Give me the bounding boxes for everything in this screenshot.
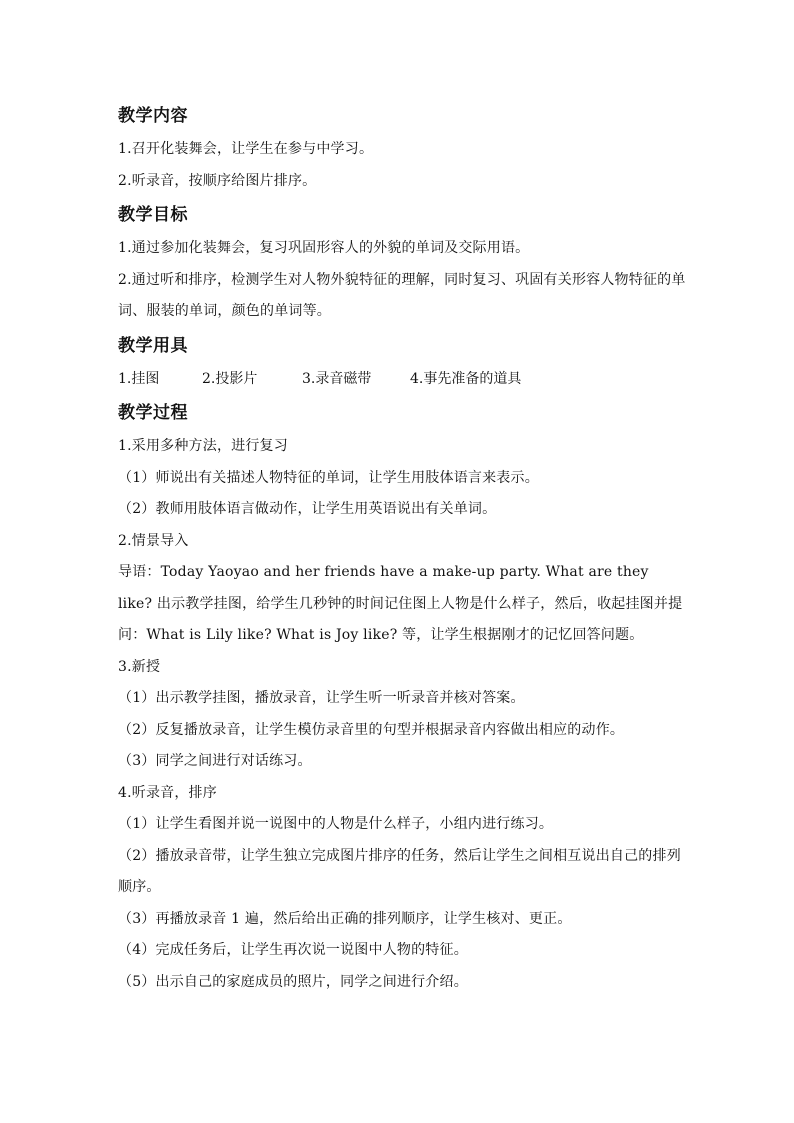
section-teaching-content bbox=[118, 104, 686, 197]
process-step-4-item-1: （1）让学生看图并说一说图中的人物是什么样子，小组内进行练习。 bbox=[118, 816, 554, 832]
tool-item-1: 1.挂图 bbox=[118, 370, 160, 387]
section-teaching-goals bbox=[118, 203, 686, 328]
section-title: 教学目标 bbox=[118, 205, 188, 225]
document-page bbox=[118, 104, 686, 998]
process-step-2-text: 导语：Today Yaoyao and her friends have a make-up party. What are they like? 出示教学挂图，给学生几秒钟的时间记住图上人物是什么样子，然后，收起挂图并提问：What is Lily like? What is Joy like? 等，让学生根据刚才的记忆回答问题。 bbox=[118, 564, 683, 643]
section-title: 教学内容 bbox=[118, 106, 188, 126]
goal-item-2: 2.通过听和排序，检测学生对人物外貌特征的理解，同时复习、巩固有关形容人物特征的单词、服装的单词，颜色的单词等。 bbox=[118, 271, 686, 319]
process-step-4-item-2: （2）播放录音带，让学生独立完成图片排序的任务，然后让学生之间相互说出自己的排列顺序。 bbox=[118, 847, 681, 895]
process-step-3-item-1: （1）出示教学挂图，播放录音，让学生听一听录音并核对答案。 bbox=[118, 690, 525, 706]
process-step-1-item-2: （2）教师用肢体语言做动作，让学生用英语说出有关单词。 bbox=[118, 501, 497, 517]
process-step-3-item-2: （2）反复播放录音，让学生模仿录音里的句型并根据录音内容做出相应的动作。 bbox=[118, 721, 625, 738]
process-step-4-item-4: （4）完成任务后，让学生再次说一说图中人物的特征。 bbox=[118, 942, 468, 958]
tool-item-3: 3.录音磁带 bbox=[302, 370, 372, 387]
section-title: 教学用具 bbox=[118, 335, 188, 356]
goal-item-1: 1.通过参加化装舞会，复习巩固形容人的外貌的单词及交际用语。 bbox=[118, 240, 530, 256]
process-step-4-item-3: （3）再播放录音 1 遍，然后给出正确的排列顺序，让学生核对、更正。 bbox=[118, 910, 572, 927]
process-step-4-item-5: （5）出示自己的家庭成员的照片，同学之间进行介绍。 bbox=[118, 973, 468, 990]
content-item-1: 1.召开化装舞会，让学生在参与中学习。 bbox=[118, 141, 374, 157]
section-teaching-tools bbox=[118, 334, 686, 396]
process-step-4-heading: 4.听录音，排序 bbox=[118, 784, 217, 801]
process-step-1-heading: 1.采用多种方法，进行复习 bbox=[118, 438, 288, 454]
process-step-3-heading: 3.新授 bbox=[118, 658, 161, 675]
process-step-2-heading: 2.情景导入 bbox=[118, 532, 189, 549]
content-item-2: 2.听录音，按顺序给图片排序。 bbox=[118, 172, 317, 189]
process-step-3-item-3: （3）同学之间进行对话练习。 bbox=[118, 753, 312, 769]
process-step-1-item-1: （1）师说出有关描述人物特征的单词，让学生用肢体语言来表示。 bbox=[118, 469, 539, 486]
section-teaching-process bbox=[118, 401, 686, 998]
tools-list bbox=[118, 364, 686, 396]
tool-item-2: 2.投影片 bbox=[202, 370, 258, 387]
tool-item-4: 4.事先准备的道具 bbox=[410, 370, 522, 387]
section-title: 教学过程 bbox=[118, 403, 188, 423]
